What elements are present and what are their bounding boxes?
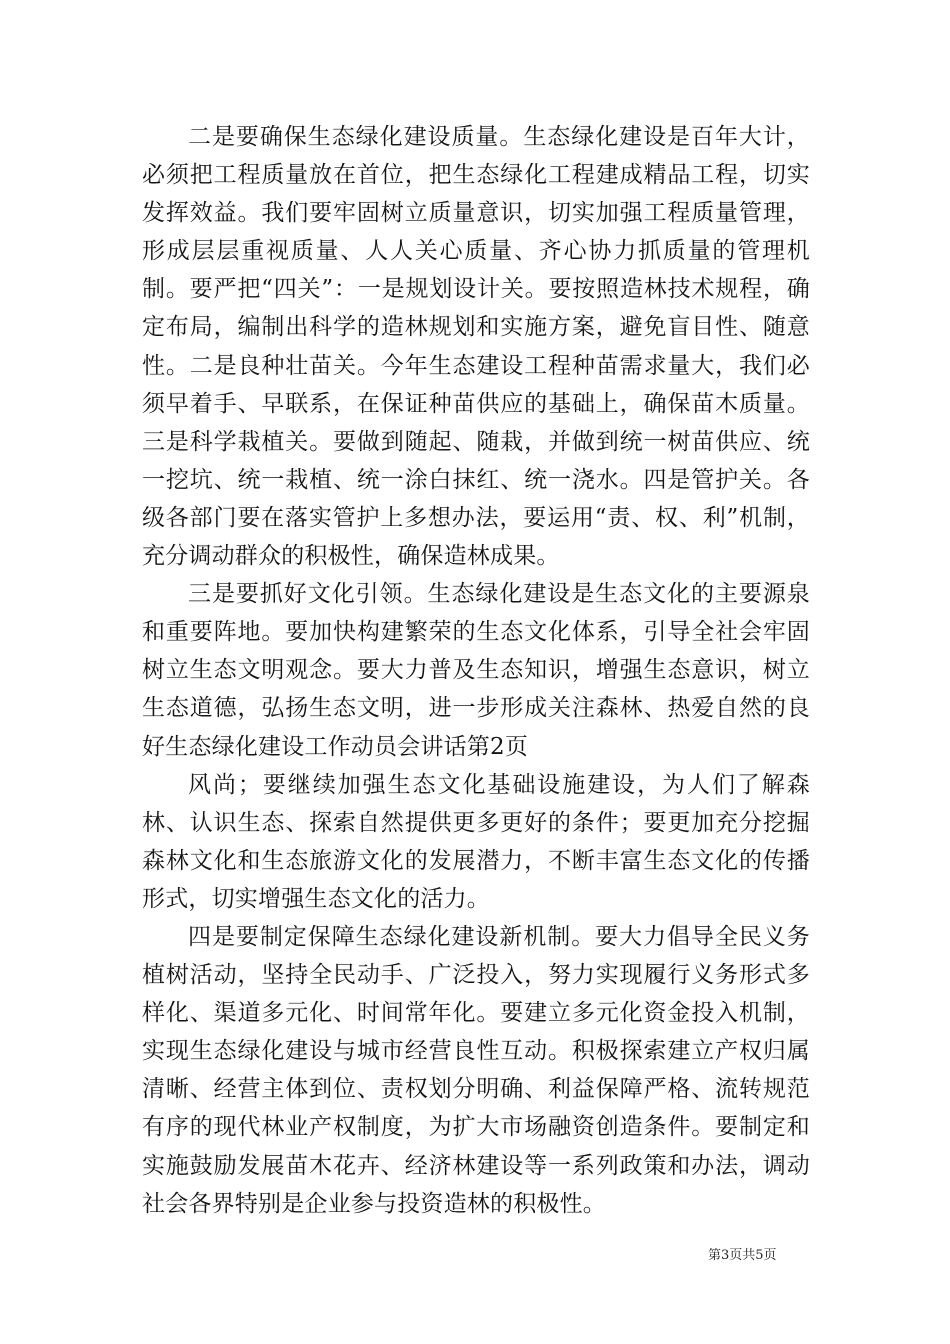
paragraph-culture: 三是要抓好文化引领。生态绿化建设是生态文化的主要源泉和重要阵地。要加快构建繁荣的生态文化体系，引导全社会牢固树立生态文明观念。要大力普及生态知识，增强生态意识，树立生态道德，弘扬生态文明，进一步形成关注森林、热爱自然的良好生态绿化建设工作动员会讲话第2页 (142, 581, 810, 760)
document-body (142, 118, 810, 1223)
paragraph-quality: 二是要确保生态绿化建设质量。生态绿化建设是百年大计，必须把工程质量放在首位，把生态绿化工程建成精品工程，切实发挥效益。我们要牢固树立质量意识，切实加强工程质量管理，形成层层重视质量、人人关心质量、齐心协力抓质量的管理机制。要严把“四关”：一是规划设计关。要按照造林技术规程，确定布局，编制出科学的造林规划和实施方案，避免盲目性、随意性。二是良种壮苗关。今年生态建设工程种苗需求量大，我们必须早着手、早联系，在保证种苗供应的基础上，确保苗木质量。三是科学栽植关。要做到随起、随栽，并做到统一树苗供应、统一挖坑、统一栽植、统一涂白抹红、统一浇水。四是管护关。各级各部门要在落实管护上多想办法，要运用“责、权、利”机制，充分调动群众的积极性，确保造林成果。 (142, 124, 810, 570)
page-number-footer: 第3页共5页 (708, 1248, 777, 1263)
paragraph-mechanism: 四是要制定保障生态绿化建设新机制。要大力倡导全民义务植树活动，坚持全民动手、广泛投入，努力实现履行义务形式多样化、渠道多元化、时间常年化。要建立多元化资金投入机制，实现生态绿化建设与城市经营良性互动。积极探索建立产权归属清晰、经营主体到位、责权划分明确、利益保障严格、流转规范有序的现代林业产权制度，为扩大市场融资创造条件。要制定和实施鼓励发展苗木花卉、经济林建设等一系列政策和办法，调动社会各界特别是企业参与投资造林的积极性。 (142, 923, 810, 1217)
paragraph-culture-continued: 风尚；要继续加强生态文化基础设施建设，为人们了解森林、认识生态、探索自然提供更多更好的条件；要更加充分挖掘森林文化和生态旅游文化的发展潜力，不断丰富生态文化的传播形式，切实增强生态文化的活力。 (142, 771, 810, 912)
